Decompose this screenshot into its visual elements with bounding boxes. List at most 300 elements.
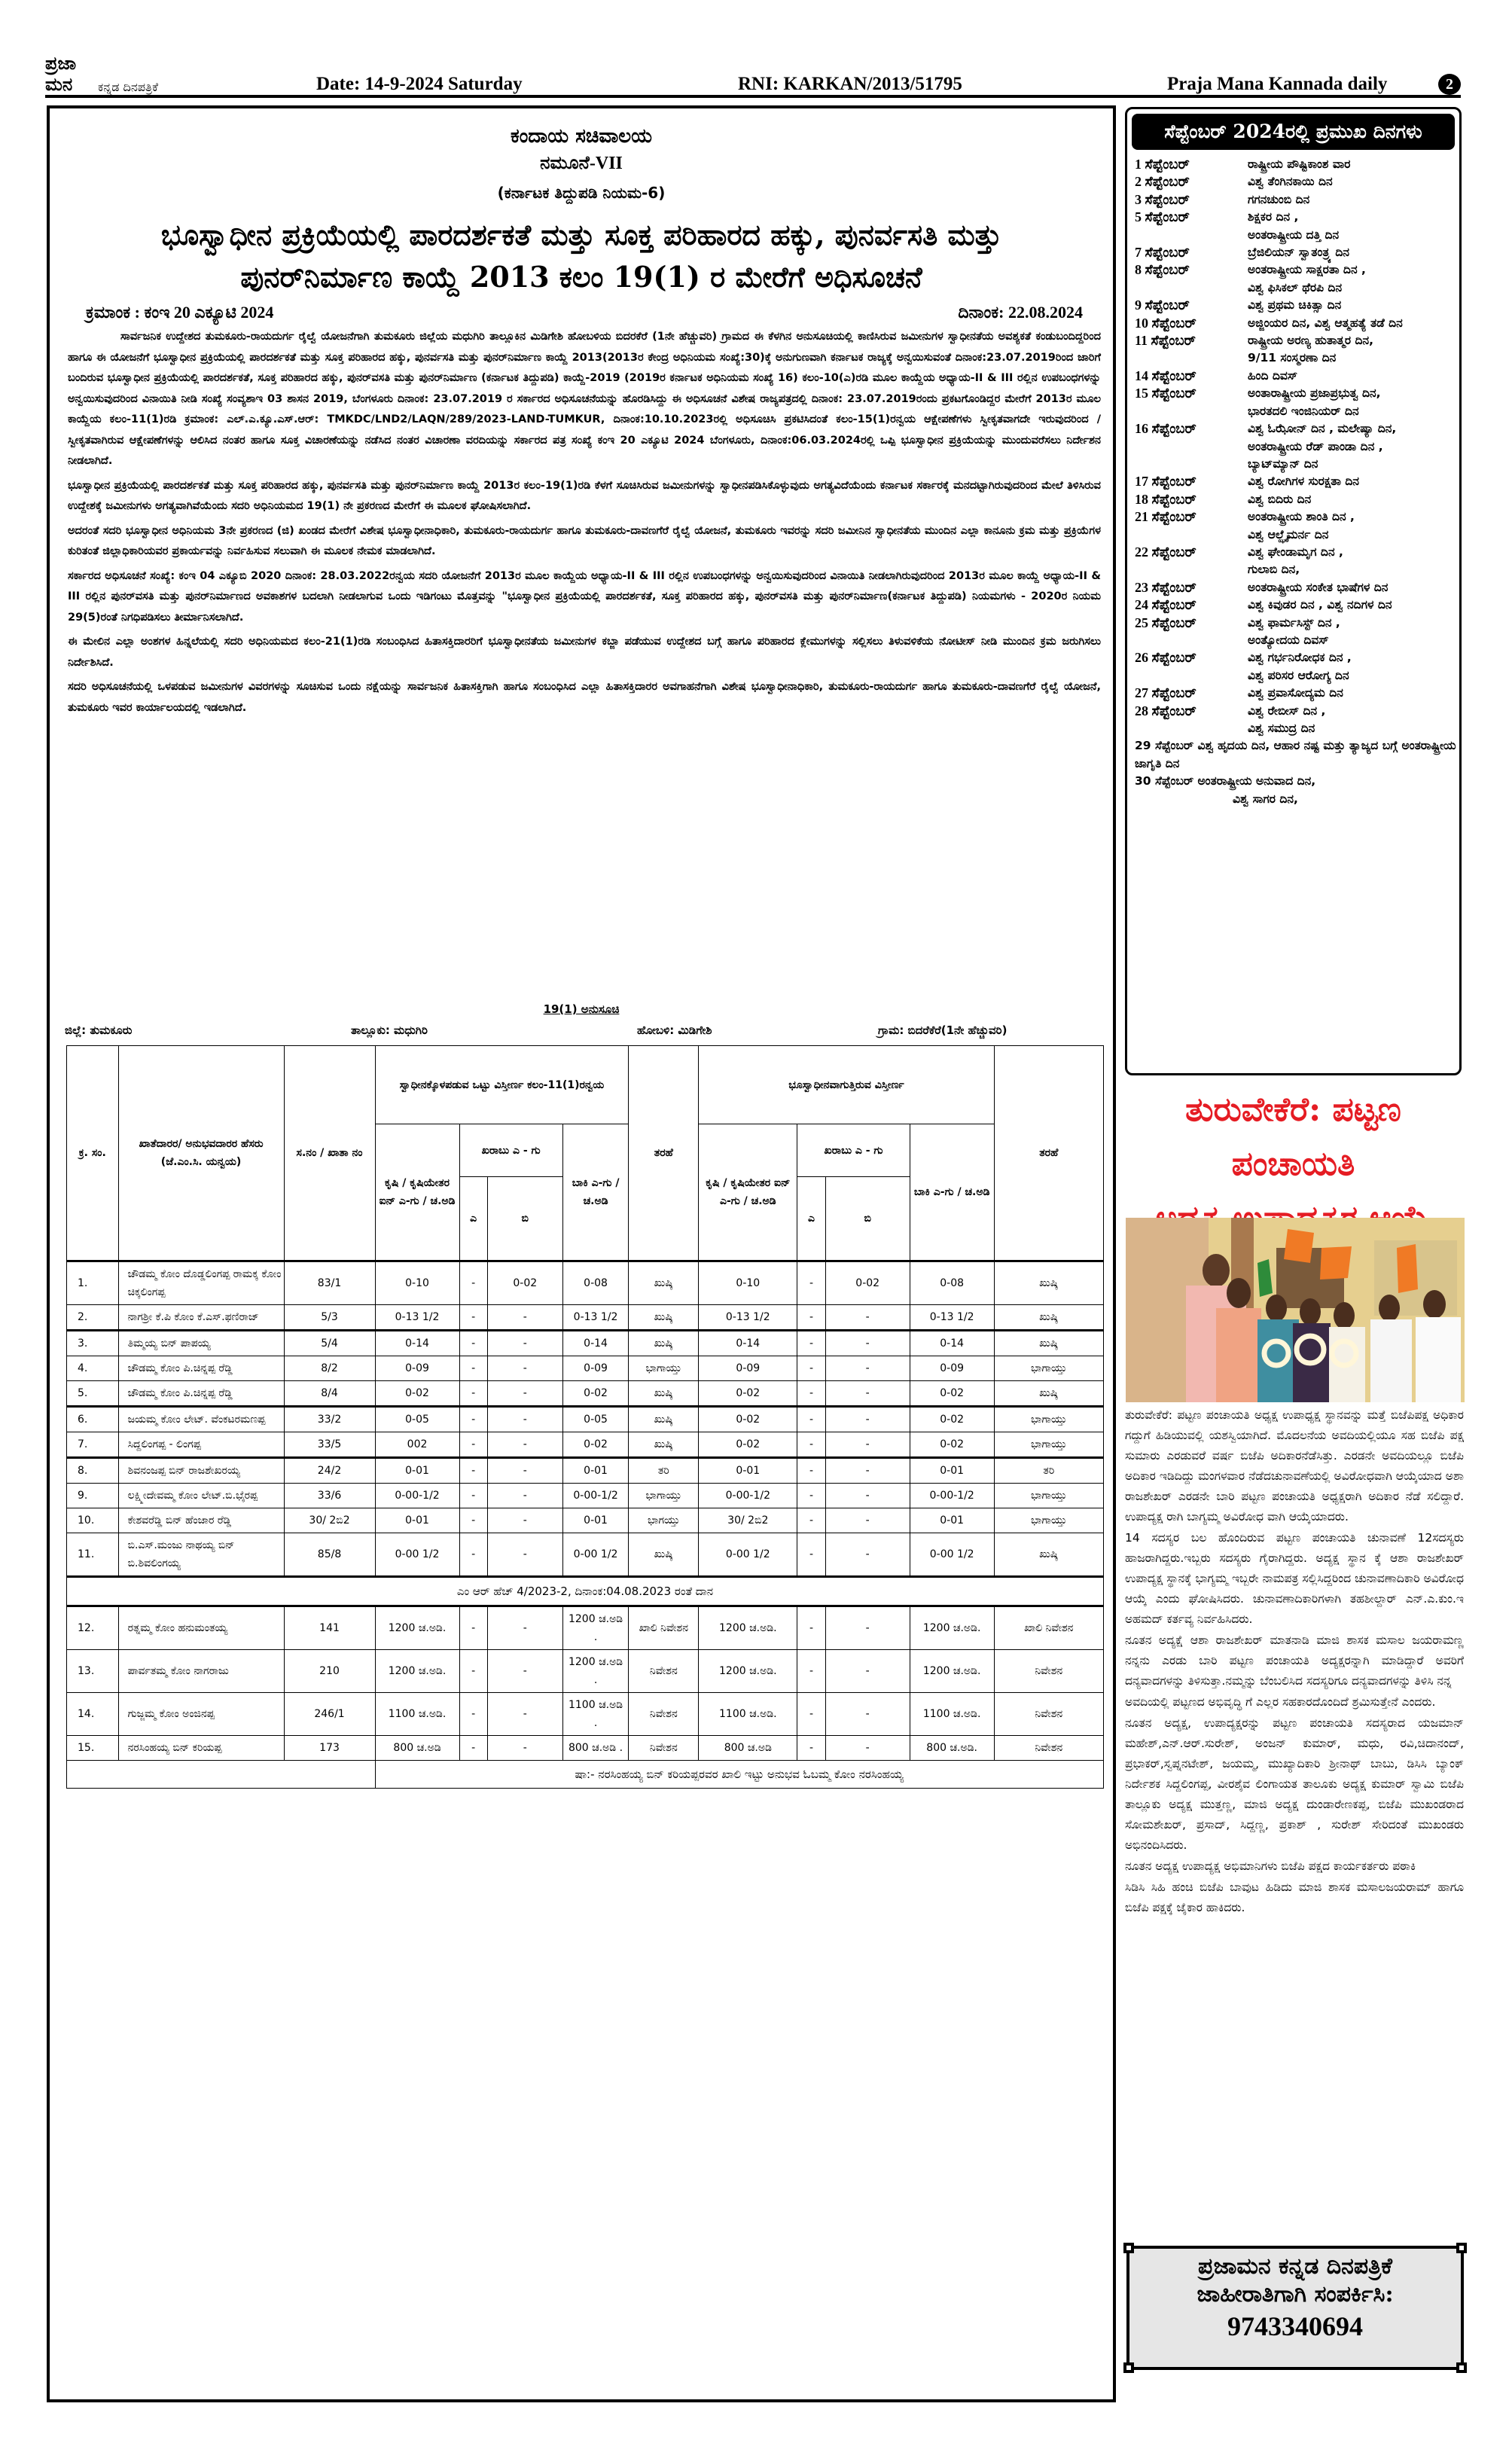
notice-form-number: ನಮೂನೆ-VII xyxy=(540,154,623,173)
cell-kb: - xyxy=(487,1508,562,1533)
cell-bal: 0-08 xyxy=(562,1261,629,1305)
day-date: 22 ಸೆಪ್ಟೆಂಬರ್ xyxy=(1135,544,1196,560)
cell-survey: 141 xyxy=(284,1606,375,1650)
news-article xyxy=(1125,1405,1464,1919)
cell-bal: 0-13 1/2 xyxy=(562,1305,629,1331)
cell-name: ನಾಗಶ್ರೀ ಕೆ.ಪಿ ಕೋಂ ಕೆ.ಎಸ್.ಫಣಿರಾಜ್ xyxy=(118,1305,284,1331)
day-item xyxy=(1135,649,1459,666)
cell-bal2: 0-02 xyxy=(910,1432,994,1458)
table-row xyxy=(67,1458,1104,1484)
table-row xyxy=(67,1356,1104,1381)
notice-paragraph: ಸಾರ್ವಜನಿಕ ಉದ್ದೇಶದ ತುಮಕೂರು-ರಾಯದುರ್ಗ ರೈಲ್ವೆ ಯೋಜನೆಗಾಗಿ ತುಮಕೂರು ಜಿಲ್ಲೆಯ ಮಧುಗಿರಿ ತಾಲ್ಲೂಕಿನ ಮಿಡಿಗೇಶಿ ಹೋಬಳಿಯ ಬಿದರಕೆರೆ (1ನೇ ಹೆಚ್ಚುವರಿ) ಗ್ರಾಮದ ಈ ಕೆಳಗಿನ ಅನುಸೂಚಿಯಲ್ಲಿ ಕಾಣಿಸಿರುವ ಜಮೀನುಗಳ ಸ್ವಾಧೀನತೆಯ ಅವಶ್ಯಕತೆ ಕಂಡುಬಂದಿದ್ದರಿಂದ ಹಾಗೂ ಈ ಯೋಜನೆಗೆ ಭೂಸ್ವಾಧೀನ ಪ್ರಕ್ರಿಯೆಯಲ್ಲಿ ಪಾರದರ್ಶಕತೆ ಮತ್ತು ಸೂಕ್ತ ಪರಿಹಾರದ ಹಕ್ಕು, ಪುನರ್ವಸತಿ ಮತ್ತು ಪುನರ್‌ನಿರ್ಮಾಣ ಕಾಯ್ದೆ 2013(2013ರ ಕೇಂದ್ರ ಅಧಿನಿಯಮ ಸಂಖ್ಯೆ:30)ಕ್ಕೆ ಅನುಗುಣವಾಗಿ ಕರ್ನಾಟಕ ರಾಜ್ಯಕ್ಕೆ ಅನ್ವಯಿಸುವಂತೆ ದಿನಾಂಕ:23.07.2019ರಿಂದ ಜಾರಿಗೆ ಬಂದಿರುವ ಭೂಸ್ವಾಧೀನ ಪ್ರಕ್ರಿಯೆಯಲ್ಲಿ ಪಾರದರ್ಶಕತೆ, ಸೂಕ್ತ ಪರಿಹಾರದ ಹಕ್ಕು, ಪುನರ್‌ವಸತಿ ಮತ್ತು ಪುನರ್‌ನಿರ್ಮಾಣ (ಕರ್ನಾಟಕ ತಿದ್ದುಪಡಿ) ಕಾಯ್ದೆ-2019 (2019ರ ಕರ್ನಾಟಕ ಅಧಿನಿಯಮ ಸಂಖ್ಯೆ 16) ಕಲಂ-10(ಎ)ರಡಿ ಮೂಲ ಕಾಯ್ದೆಯ ಅಧ್ಯಾಯ-II & III ರಲ್ಲಿನ ಉಪಬಂಧಗಳನ್ನು ಅನ್ವಯಿಸುವುದರಿಂದ ವಿನಾಯಿತಿ ನೀಡಿ ಸಂಖ್ಯೆ ಸಂವ್ಯಶಾಇ 03 ಶಾಸನ 2019, ಬೆಂಗಳೂರು ದಿನಾಂಕ: 23.07.2019 ರ ಸರ್ಕಾರದ ಅಧಿಸೂಚನೆಯನ್ನು ಹೊರಡಿಸಿದ್ದು ಈ ಅಧಿಸೂಚನೆ ವಿಶೇಷ ರಾಜ್ಯಪತ್ರದಲ್ಲಿ ದಿನಾಂಕ: 23.07.2019ರಂದು ಪ್ರಕಟಗೊಂಡಿದ್ದರ ಮೇರೆಗೆ 2013ರ ಮೂಲ ಕಾಯ್ದೆಯ ಕಲಂ-11(1)ರಡಿ ಕ್ರಮಾಂಕ: ಎಲ್.ಎ.ಕ್ಯೂ.ಎಸ್.ಆರ್: TMKDC/LND2/LAQN/289/2023-LAND-TUMKUR, ದಿನಾಂಕ:10.10.2023ರಲ್ಲಿ ಅಧಿಸೂಚಿಸಿ ಪ್ರಕಟಿಸಿದಂತೆ ಕಲಂ-15(1)ರನ್ವಯ ಆಕ್ಷೇಪಣೆಗಳು ಸ್ವೀಕೃತವಾಗದೇ ಇರುವುದರಿಂದ / ಸ್ವೀಕೃತವಾಗಿರುವ ಆಕ್ಷೇಪಣೆಗಳನ್ನು ಆಲಿಸಿದ ನಂತರ ಹಾಗೂ ಸೂಕ್ತ ವಿಚಾರಣೆಯನ್ನು ನಡೆಸಿದ ನಂತರ ವಿಚಾರಣಾ ವರದಿಯನ್ನು ಸರ್ಕಾರದ ಪತ್ರ ಸಂಖ್ಯೆ ಕಂಇ 20 ಎಕ್ಯೂಟಿ 2024 ಬೆಂಗಳೂರು, ದಿನಾಂಕ:06.03.2024ರಲ್ಲಿ ಒಪ್ಪಿ ಭೂಸ್ವಾಧೀನ ಪ್ರಕ್ರಿಯೆಯನ್ನು ಮುಂದುವರೆಸಲು ನಿರ್ದೇಶನ ನೀಡಲಾಗಿದೆ. xyxy=(68,331,1101,467)
cell-kb: - xyxy=(487,1606,562,1650)
cell-type: ಖುಷ್ಕಿ xyxy=(629,1432,699,1458)
cell-bal: 0-00 1/2 xyxy=(562,1533,629,1577)
day-item xyxy=(1135,209,1459,226)
day-event: ಅಂತ್ಯೋದಯ ದಿವಸ್ xyxy=(1248,633,1329,647)
cell-agri2: 1200 ಚ.ಅಡಿ. xyxy=(699,1650,797,1693)
cell-agri: 800 ಚ.ಅಡಿ xyxy=(375,1736,459,1761)
cell-type: ಖುಷ್ಕಿ xyxy=(629,1261,699,1305)
day-event: ವಿಶ್ವ ರೋಗಿಗಳ ಸುರಕ್ಷತಾ ದಿನ xyxy=(1248,474,1359,489)
article-paragraph: ಅವದಿಯಲ್ಲಿ ಪಟ್ಟಣದ ಅಭಿವೃದ್ಧಿ ಗೆ ಎಲ್ಲರ ಸಹಕಾರದೊಂದಿದೆ ಶ್ರಮಿಸುತ್ತೇನೆ ಎಂದರು. xyxy=(1125,1695,1436,1709)
cell-ka2: - xyxy=(797,1533,825,1577)
notice-paragraph: ಅದರಂತೆ ಸದರಿ ಭೂಸ್ವಾಧೀನ ಅಧಿನಿಯಮ 3ನೇ ಪ್ರಕರಣದ (ಜಿ) ಖಂಡದ ಮೇರೆಗೆ ವಿಶೇಷ ಭೂಸ್ವಾಧೀನಾಧಿಕಾರಿ, ತುಮಕೂರು-ರಾಯದುರ್ಗ ಹಾಗೂ ತುಮಕೂರು-ದಾವಣಗೆರೆ ರೈಲ್ವೆ ಯೋಜನೆ, ತುಮಕೂರು ಇವರನ್ನು ಸದರಿ ಜಮೀನಿನ ಸ್ವಾಧೀನತೆಯ ಮುಂದಿನ ಎಲ್ಲಾ ಕಾನೂನು ಕ್ರಮ ಮತ್ತು ಪ್ರಕ್ರಿಯೆಗಳ ಕುರಿತಂತೆ ಜಿಲ್ಲಾಧಿಕಾರಿಯವರ ಪ್ರಕಾರ್ಯವನ್ನು ನಿರ್ವಹಿಸುವ ಸಲುವಾಗಿ ಈ ಮೂಲಕ ನೇಮಕ ಮಾಡಲಾಗಿದೆ. xyxy=(68,524,1101,557)
schedule-footer-note: ಷಾ:- ನರಸಿಂಹಯ್ಯ ಬಿನ್ ಕರಿಯಪ್ಪರವರ ಖಾಲಿ ಇಟ್ಟು ಅನುಭವ ಓಬಮ್ಮ ಕೋಂ ನರಸಿಂಹಯ್ಯ xyxy=(375,1761,1103,1789)
cell-bal: 0-09 xyxy=(562,1356,629,1381)
day-item xyxy=(1135,526,1459,544)
day-event: ರಾಷ್ಟ್ರೀಯ ಅರಣ್ಯ ಹುತಾತ್ಮರ ದಿನ, xyxy=(1248,334,1373,348)
article-paragraph: 14 ಸದಸ್ಯರ ಬಲ ಹೊಂದಿರುವ ಪಟ್ಟಣ ಪಂಚಾಯತಿ ಚುನಾವಣೆ 12ಸದಸ್ಯರು ಹಾಜರಾಗಿದ್ದರು.ಇಬ್ಬರು ಸದಸ್ಯರು ಗೈರಾಗಿದ್ದರು. ಅದ್ಯಕ್ಷ ಸ್ಥಾನ ಕ್ಕೆ ಆಶಾ ರಾಜಶೇಖರ್ ಉಪಾದ್ಯಕ್ಷ ಸ್ಥಾನಕ್ಕೆ ಭಾಗ್ಯಮ್ಮ ಇಬ್ಬರೇ ನಾಮಪತ್ರ ಸಲ್ಲಿಸಿದ್ದರಿಂದ ಚುನಾವಣಾದಿಕಾರಿ ಅವಿರೋಧ ಆಯ್ಕೆ ಎಂದು ಘೋಷಿಸಿದರು. ಚುನಾವಣಾದಿಕಾರಿಗಳಾಗಿ ತಹಶೀಲ್ದಾರ್ ಎನ್.ಎ.ಕುಂ.ಇ ಅಹಮದ್ ಕರ್ತವ್ಯ ನಿರ್ವಹಿಸಿದರು. xyxy=(1125,1531,1464,1626)
day-item xyxy=(1135,561,1459,578)
cell-type2: ಖುಷ್ಕಿ xyxy=(994,1305,1103,1331)
header-balance-2: ಬಾಕಿ ಎ-ಗು / ಚ.ಅಡಿ xyxy=(910,1124,994,1261)
cell-sn: 6. xyxy=(67,1407,119,1432)
notice-title-line-1: ಭೂಸ್ವಾಧೀನ ಪ್ರಕ್ರಿಯೆಯಲ್ಲಿ ಪಾರದರ್ಶಕತೆ ಮತ್ತು ಸೂಕ್ತ ಪರಿಹಾರದ ಹಕ್ಕು, ಪುನರ್ವಸತಿ ಮತ್ತು xyxy=(160,218,1002,252)
table-row xyxy=(67,1650,1104,1693)
cell-ka2: - xyxy=(797,1508,825,1533)
cell-bal: 0-01 xyxy=(562,1458,629,1484)
cell-ka2: - xyxy=(797,1606,825,1650)
day-item xyxy=(1135,261,1459,279)
cell-type: ಖುಷ್ಕಿ xyxy=(629,1331,699,1356)
schedule-location xyxy=(65,1023,1098,1037)
cell-bal2: 0-02 xyxy=(910,1407,994,1432)
day-date: 21 ಸೆಪ್ಟೆಂಬರ್ xyxy=(1135,509,1196,525)
cell-survey: 5/4 xyxy=(284,1331,375,1356)
cell-agri2: 800 ಚ.ಅಡಿ xyxy=(699,1736,797,1761)
header-total-extent: ಸ್ವಾಧೀನಕ್ಕೊಳಪಡುವ ಒಟ್ಟು ವಿಸ್ತೀರ್ಣ ಕಲಂ-11(1)ರನ್ವಯ xyxy=(375,1046,629,1124)
cell-ka2: - xyxy=(797,1432,825,1458)
cell-kb: - xyxy=(487,1693,562,1736)
cell-agri2: 0-00-1/2 xyxy=(699,1484,797,1508)
cell-bal2: 1200 ಚ.ಅಡಿ. xyxy=(910,1650,994,1693)
cell-ka: - xyxy=(459,1407,487,1432)
cell-sn: 7. xyxy=(67,1432,119,1458)
schedule-rows-2 xyxy=(67,1606,1104,1789)
notice-title-line-2: ಪುನರ್‌ನಿರ್ಮಾಣ ಕಾಯ್ದೆ 2013 ಕಲಂ 19(1) ರ ಮೇರೆಗೆ ಅಧಿಸೂಚನೆ xyxy=(240,260,922,294)
day-date xyxy=(1135,632,1248,649)
day-event: ವಿಶ್ವ ಆಲ್ಝೈಮರ್ನ ದಿನ xyxy=(1248,527,1329,541)
day-date: 28 ಸೆಪ್ಟೆಂಬರ್ xyxy=(1135,703,1196,718)
header-agri-2: ಕೃಷಿ / ಕೃಷಿಯೇತರ ಐನ್ ಎ-ಗು / ಚ.ಅಡಿ xyxy=(699,1124,797,1261)
cell-bal: 0-05 xyxy=(562,1407,629,1432)
cell-name: ಸಿದ್ದಲಿಂಗಪ್ಪ - ಲಿಂಗಪ್ಪ xyxy=(118,1432,284,1458)
day-item-30-b: ವಿಶ್ವ ಸಾಗರ ದಿನ, xyxy=(1233,791,1298,806)
header-balance: ಬಾಕಿ ಎ-ಗು / ಚ.ಅಡಿ xyxy=(562,1124,629,1261)
cell-bal2: 1200 ಚ.ಅಡಿ. xyxy=(910,1606,994,1650)
day-event: ಅಜ್ಜಿಂಯರ ದಿನ, ವಿಶ್ವ ಆತ್ಮಹತ್ಯೆ ತಡೆ ದಿನ xyxy=(1248,316,1403,330)
cell-bal2: 0-00-1/2 xyxy=(910,1484,994,1508)
cell-ka2: - xyxy=(797,1458,825,1484)
day-item xyxy=(1135,403,1459,420)
day-item xyxy=(1135,156,1459,173)
day-item xyxy=(1135,368,1459,385)
cell-ka: - xyxy=(459,1261,487,1305)
day-item xyxy=(1135,385,1459,402)
day-date: 8 ಸೆಪ್ಟೆಂಬರ್ xyxy=(1135,262,1190,278)
government-notice xyxy=(47,105,1116,2402)
day-event: ವಿಶ್ವ ಸಮುದ್ರ ದಿನ xyxy=(1248,721,1315,735)
day-date xyxy=(1135,561,1248,578)
cell-kb2: - xyxy=(825,1356,910,1381)
cell-type: ಖುಷ್ಕಿ xyxy=(629,1381,699,1407)
cell-kb2: - xyxy=(825,1533,910,1577)
cell-kb2: - xyxy=(825,1407,910,1432)
schedule-taluk: ತಾಲ್ಲೂಕು: ಮಧುಗಿರಿ xyxy=(351,1023,428,1037)
cell-agri2: 1200 ಚ.ಅಡಿ. xyxy=(699,1606,797,1650)
day-item xyxy=(1135,191,1459,209)
day-item xyxy=(1135,685,1459,702)
cell-survey: 210 xyxy=(284,1650,375,1693)
cell-type: ಭಾಗಾಯ್ತು xyxy=(629,1356,699,1381)
article-paragraph: ನೂತನ ಅದ್ಯಕ್ಷೆ ಆಶಾ ರಾಜಶೇಖರ್ ಮಾತನಾಡಿ ಮಾಜಿ ಶಾಸಕ ಮಸಾಲ ಜಯರಾಮಣ್ಣ ನನ್ನನು ಎರಡು ಬಾರಿ ಪಟ್ಟಣ ಪಂಚಾಯತಿ ಅದ್ಯಕ್ಷರನ್ನಾಗಿ ಮಾಡಿದ್ದಾರೆ ಅವರಿಗೆ ದನ್ಯವಾದಗಳನ್ನು ತಿಳಿಸುತ್ತಾ.ನಮ್ಮನ್ನು ಬೆಂಬಲಿಸಿದ ಸದಸ್ಯರಿಗೂ ದನ್ಯವಾದಗಳನ್ನು ತಿಳಿಸಿ ನನ್ನ xyxy=(1125,1633,1464,1688)
table-row xyxy=(67,1432,1104,1458)
newspaper-logo: ಪ್ರಜಾ ಮನ xyxy=(45,53,77,95)
cell-kb: - xyxy=(487,1356,562,1381)
header-sl-no: ಕ್ರ. ಸಂ. xyxy=(67,1046,119,1261)
day-item xyxy=(1135,703,1459,720)
cell-bal2: 0-01 xyxy=(910,1458,994,1484)
cell-type: ನಿವೇಶನ xyxy=(629,1736,699,1761)
cell-survey: 24/2 xyxy=(284,1458,375,1484)
cell-agri: 0-14 xyxy=(375,1331,459,1356)
cell-kb: - xyxy=(487,1533,562,1577)
cell-name: ಚೌಡಮ್ಮ ಕೋಂ ಪಿ.ಚಿನ್ನಪ್ಪ ರೆಡ್ಡಿ xyxy=(118,1381,284,1407)
day-item xyxy=(1135,297,1459,314)
notice-paragraph: ಭೂಸ್ವಾಧೀನ ಪ್ರಕ್ರಿಯೆಯಲ್ಲಿ ಪಾರದರ್ಶಕತೆ ಮತ್ತು ಸೂಕ್ತ ಪರಿಹಾರದ ಹಕ್ಕು, ಪುನರ್ವಸತಿ ಮತ್ತು ಪುನರ್‌ನಿರ್ಮಾಣ ಕಾಯ್ದೆ 2013ರ ಕಲಂ-19(1)ರಡಿ ಕೆಳಗೆ ಸೂಚಿಸಿರುವ ಜಮೀನುಗಳನ್ನು ಸ್ವಾಧೀನಪಡಿಸಿಕೊಳ್ಳುವುದು ಅಗತ್ಯವಿದೆಯೆಂದು ಕರ್ನಾಟಕ ಸರ್ಕಾರಕ್ಕೆ ಮನದಟ್ಟಾಗಿರುವುದರಿಂದ ಮೇಲೆ ತಿಳಿಸಿರುವ ಉದ್ದೇಶಕ್ಕೆ ಜಮೀನುಗಳು ಅಗತ್ಯವಾಗಿವೆಯೆಂದು ಸದರಿ ಅಧಿನಿಯಮದ 19(1) ನೇ ಪ್ರಕರಣದ ಮೇರೆಗೆ ಈ ಮೂಲಕ ಘೋಷಿಸಲಾಗಿದೆ. xyxy=(68,479,1101,512)
advertisement-box xyxy=(1126,2246,1464,2370)
schedule-rows xyxy=(67,1261,1104,1577)
news-headline-line-1: ತುರುವೇಕೆರೆ: ಪಟ್ಟಣ ಪಂಚಾಯತಿ xyxy=(1185,1090,1401,1183)
day-date xyxy=(1135,279,1248,297)
cell-agri: 0-09 xyxy=(375,1356,459,1381)
day-item xyxy=(1135,473,1459,490)
cell-name: ಚೌಡಮ್ಮ ಕೋಂ ಪಿ.ಚಿನ್ನಪ್ಪ ರೆಡ್ಡಿ xyxy=(118,1356,284,1381)
group-photo-image xyxy=(1126,1218,1465,1402)
cell-name: ರತ್ನಮ್ಮ ಕೋಂ ಹನುಮಂತಯ್ಯ xyxy=(118,1606,284,1650)
day-item-29: 29 ಸೆಪ್ಟೆಂಬರ್ ವಿಶ್ವ ಹೃದಯ ದಿನ, ಆಹಾರ ನಷ್ಟ ಮತ್ತು ತ್ಯಾಜ್ಯದ ಬಗ್ಗೆ ಅಂತರಾಷ್ಟ್ರೀಯ ಜಾಗೃತಿ ದಿನ xyxy=(1135,739,1456,770)
table-row xyxy=(67,1381,1104,1407)
cell-kb2: - xyxy=(825,1606,910,1650)
cell-kb2: - xyxy=(825,1650,910,1693)
cell-ka: - xyxy=(459,1508,487,1533)
day-date: 16 ಸೆಪ್ಟೆಂಬರ್ xyxy=(1135,421,1196,437)
day-event: ಬ್ರೆಜಿಲಿಯನ್ ಸ್ವಾತಂತ್ರ್ಯ ದಿನ xyxy=(1248,246,1350,260)
day-item xyxy=(1135,491,1459,508)
day-item xyxy=(1135,332,1459,349)
cell-kb: - xyxy=(487,1650,562,1693)
cell-agri: 1200 ಚ.ಅಡಿ. xyxy=(375,1650,459,1693)
issue-date: Date: 14-9-2024 Saturday xyxy=(316,74,523,94)
table-row xyxy=(67,1305,1104,1331)
cell-type2: ಭಾಗಾಯ್ತು xyxy=(994,1432,1103,1458)
schedule-district: ಜಿಲ್ಲೆ: ತುಮಕೂರು xyxy=(65,1023,133,1037)
cell-type2: ನಿವೇಶನ xyxy=(994,1650,1103,1693)
cell-type: ನಿವೇಶನ xyxy=(629,1650,699,1693)
schedule-title: 19(1) ಅನುಸೂಚಿ xyxy=(543,1002,620,1016)
cell-agri2: 0-01 xyxy=(699,1458,797,1484)
cell-name: ಜಯಮ್ಮ ಕೋಂ ಲೇಟ್. ವೆಂಕಟರಮಣಪ್ಪ xyxy=(118,1407,284,1432)
cell-bal2: 0-09 xyxy=(910,1356,994,1381)
day-item xyxy=(1135,544,1459,561)
cell-ka: - xyxy=(459,1650,487,1693)
cell-kb: - xyxy=(487,1458,562,1484)
cell-ka2: - xyxy=(797,1305,825,1331)
day-date: 24 ಸೆಪ್ಟೆಂಬರ್ xyxy=(1135,597,1196,613)
cell-survey: 33/5 xyxy=(284,1432,375,1458)
important-days-heading: ಸೆಪ್ಟೆಂಬರ್ 2024ರಲ್ಲಿ ಪ್ರಮುಖ ದಿನಗಳು xyxy=(1132,114,1455,150)
cell-agri2: 0-02 xyxy=(699,1432,797,1458)
header-kharab-a-2: ಎ xyxy=(797,1177,825,1261)
cell-bal2: 1100 ಚ.ಅಡಿ. xyxy=(910,1693,994,1736)
cell-name: ತಿಮ್ಮಯ್ಯ ಬಿನ್ ಪಾಪಯ್ಯ xyxy=(118,1331,284,1356)
cell-ka: - xyxy=(459,1432,487,1458)
schedule-separator-note: ಎಂ ಆರ್ ಹೆಚ್ 4/2023-2, ದಿನಾಂಕ:04.08.2023 ರಂತೆ ದಾನ xyxy=(67,1577,1104,1606)
notice-reference-line xyxy=(86,303,1083,322)
cell-sn: 9. xyxy=(67,1484,119,1508)
day-item xyxy=(1135,615,1459,632)
day-item-30: 30 ಸೆಪ್ಟೆಂಬರ್ ಅಂತರಾಷ್ಟ್ರೀಯ ಅನುವಾದ ದಿನ, xyxy=(1135,774,1316,788)
cell-agri2: 30/ 2ಬಿ2 xyxy=(699,1508,797,1533)
day-item xyxy=(1135,720,1459,737)
cell-agri: 0-01 xyxy=(375,1508,459,1533)
table-row xyxy=(67,1508,1104,1533)
header-owner-name: ಖಾತೆದಾರರ/ ಅನುಭವದಾರರ ಹೆಸರು (ಜೆ.ಎಂ.ಸಿ. ಯನ್ವಯ) xyxy=(118,1046,284,1261)
cell-agri: 0-01 xyxy=(375,1458,459,1484)
important-days-list xyxy=(1127,150,1459,737)
cell-sn: 5. xyxy=(67,1381,119,1407)
article-paragraph: ನೂತನ ಅದ್ಯಕ್ಷ, ಉಪಾದ್ಯಕ್ಷರನ್ನು ಪಟ್ಟಣ ಪಂಚಾಯತಿ ಸದಸ್ಯರಾದ ಯಜಮಾನ್ ಮಹೇಶ್,ಎನ್.ಆರ್.ಸುರೇಶ್, ಅಂಜನ್ ಕುಮಾರ್, ಮಧು, ರವಿ,ಚಿದಾನಂದ್, ಪ್ರಭಾಕರ್,ಸ್ವಪ್ನನಟೇಶ್, ಜಯಮ್ಮ, ಮುಖ್ಯಾದಿಕಾರಿ ಶ್ರೀನಾಥ್ ಬಾಬು, ಡಿಸಿಸಿ ಬ್ಯಾಂಕ್ ನಿರ್ದೇಶಕ ಸಿದ್ದಲಿಂಗಪ್ಪ, ವೀರಶೈವ ಲಿಂಗಾಯತ ತಾಲೂಕು ಅದ್ಯಕ್ಷ ಕುಮಾರ್ ಸ್ವಾಮಿ ಬಿಜೆಪಿ ತಾಲ್ಲೂಕು ಅದ್ಯಕ್ಷ ಮುತ್ತಣ್ಣ, ಮಾಜಿ ಅದ್ಯಕ್ಷ ದುಂಡಾರೇಣಕಪ್ಪ, ಬಿಜೆಪಿ ಮುಖಂಡರಾದ ಸೋಮಶೇಖರ್, ಪ್ರಸಾದ್, ಸಿದ್ದಣ್ಣ, ಪ್ರಕಾಶ್ , ಸುರೇಶ್ ಸೇರಿದಂತೆ ಮುಖಂಡರು ಅಭಿನಂದಿಸಿದರು. xyxy=(1125,1716,1464,1852)
cell-bal: 1200 ಚ.ಅಡಿ . xyxy=(562,1650,629,1693)
day-date: 25 ಸೆಪ್ಟೆಂಬರ್ xyxy=(1135,615,1196,630)
cell-bal2: 0-00 1/2 xyxy=(910,1533,994,1577)
day-date xyxy=(1135,227,1248,244)
cell-type: ಖುಷ್ಕಿ xyxy=(629,1305,699,1331)
day-date: 15 ಸೆಪ್ಟೆಂಬರ್ xyxy=(1135,386,1196,401)
cell-sn: 4. xyxy=(67,1356,119,1381)
news-photo xyxy=(1126,1218,1465,1402)
ad-corner-ornament xyxy=(1456,2362,1467,2373)
day-item xyxy=(1135,632,1459,649)
cell-type2: ಖಾಲಿ ನಿವೇಶನ xyxy=(994,1606,1103,1650)
cell-type2: ತರಿ xyxy=(994,1458,1103,1484)
day-event: ವಿಶ್ವ ತೆಂಗಿನಕಾಯಿ ದಿನ xyxy=(1248,175,1333,189)
notice-reference-number: ಕ್ರಮಾಂಕ : ಕಂಇ 20 ಎಕ್ಯೂಟಿ 2024 xyxy=(86,303,274,322)
masthead xyxy=(45,53,1461,98)
table-row xyxy=(67,1693,1104,1736)
day-item xyxy=(1135,438,1459,456)
header-kharab-b-2: ಬಿ xyxy=(825,1177,910,1261)
cell-sn: 11. xyxy=(67,1533,119,1577)
day-item xyxy=(1135,173,1459,191)
table-row xyxy=(67,1533,1104,1577)
blank-cell xyxy=(67,1761,376,1789)
table-row xyxy=(67,1407,1104,1432)
day-date: 11 ಸೆಪ್ಟೆಂಬರ್ xyxy=(1135,333,1196,349)
day-event: ಅಂತರಾಷ್ಟ್ರೀಯ ಸಾಕ್ಷರತಾ ದಿನ , xyxy=(1248,263,1366,277)
cell-kb2: - xyxy=(825,1331,910,1356)
day-date: 7 ಸೆಪ್ಟೆಂಬರ್ xyxy=(1135,245,1190,261)
cell-type2: ಭಾಗಾಯ್ತು xyxy=(994,1356,1103,1381)
cell-ka2: - xyxy=(797,1650,825,1693)
cell-kb2: - xyxy=(825,1484,910,1508)
cell-bal: 0-14 xyxy=(562,1331,629,1356)
cell-agri2: 0-00 1/2 xyxy=(699,1533,797,1577)
cell-ka: - xyxy=(459,1693,487,1736)
newspaper-subtitle: ಕನ್ನಡ ದಿನಪತ್ರಿಕೆ xyxy=(98,80,159,94)
ad-corner-ornament xyxy=(1456,2243,1467,2253)
cell-type2: ಭಾಗಾಯ್ತು xyxy=(994,1508,1103,1533)
cell-survey: 85/8 xyxy=(284,1533,375,1577)
cell-type: ಭಾಗಯ್ತು xyxy=(629,1508,699,1533)
day-date xyxy=(1135,438,1248,456)
cell-type2: ಖುಷ್ಕಿ xyxy=(994,1533,1103,1577)
notice-rule: (ಕರ್ನಾಟಕ ತಿದ್ದುಪಡಿ ನಿಯಮ-6) xyxy=(497,184,666,202)
cell-ka: - xyxy=(459,1331,487,1356)
cell-type: ಖುಷ್ಕಿ xyxy=(629,1407,699,1432)
notice-paragraph: ಸರ್ಕಾರದ ಅಧಿಸೂಚನೆ ಸಂಖ್ಯೆ: ಕಂಇ 04 ಎಕ್ಯೂಬಿ 2020 ದಿನಾಂಕ: 28.03.2022ರನ್ವಯ ಸದರಿ ಯೋಜನೆಗೆ 2013ರ ಮೂಲ ಕಾಯ್ದೆಯ ಅಧ್ಯಾಯ-II & III ರಲ್ಲಿನ ಉಪಬಂಧಗಳನ್ನು ಅನ್ವಯಿಸುವುದರಿಂದ ವಿನಾಯಿತಿ ನೀಡಲಾಗಿರುವುದರಿಂದ 2013ರ ಮೂಲ ಕಾಯ್ದೆ ಅಧ್ಯಾಯ-II & III ರಲ್ಲಿನ ಪುನರ್‌ವಸತಿ ಮತ್ತು ಪುನರ್‌ನಿರ್ಮಾಣದ ಅವಕಾಶಗಳ ಬದಲಾಗಿ ನೀಡಲಾಗುವ ಒಂದು ಇಡಿಗಂಟು ಮೊತ್ತವನ್ನು "ಭೂಸ್ವಾಧೀನ ಪ್ರಕ್ರಿಯೆಯಲ್ಲಿ ಪಾರದರ್ಶಕತೆ, ಸೂಕ್ತ ಪರಿಹಾರದ ಹಕ್ಕು, ಪುನರ್‌ವಸತಿ ಮತ್ತು ಪುನರ್‌ನಿರ್ಮಾಣ(ಕರ್ನಾಟಕ ತಿದ್ದುಪಡಿ) ನಿಯಮಗಳು - 2020ರ ನಿಯಮ 29(5)ರಂತೆ ನಿಗಧಿಪಡಿಸಲು ತೀರ್ಮಾನಿಸಲಾಗಿದೆ. xyxy=(68,569,1101,624)
cell-sn: 3. xyxy=(67,1331,119,1356)
rni-number: RNI: KARKAN/2013/51795 xyxy=(738,74,962,94)
day-event: ಶಿಕ್ಷಕರ ದಿನ , xyxy=(1248,210,1299,224)
ad-contact-label: ಜಾಹೀರಾತಿಗಾಗಿ ಸಂಪರ್ಕಿಸಿ: xyxy=(1196,2281,1394,2307)
schedule-table xyxy=(66,1045,1104,1789)
day-event: ವಿಶ್ವ ಓಝೋನ್ ದಿನ , ಮಲೇಷ್ಯಾ ದಿನ, xyxy=(1248,422,1397,436)
cell-type2: ಭಾಗಾಯ್ತು xyxy=(994,1407,1103,1432)
cell-ka2: - xyxy=(797,1407,825,1432)
day-event: ವಿಶ್ವ ಫಿಸಿಕಲ್ ಥೆರಪಿ ದಿನ xyxy=(1248,280,1343,294)
cell-ka2: - xyxy=(797,1261,825,1305)
cell-survey: 30/ 2ಬಿ2 xyxy=(284,1508,375,1533)
cell-kb: - xyxy=(487,1407,562,1432)
schedule-village: ಗ್ರಾಮ: ಬಿದರೆಕೆರೆ(1ನೇ ಹೆಚ್ಚುವರಿ) xyxy=(878,1023,1007,1037)
day-item xyxy=(1135,508,1459,526)
cell-agri2: 0-10 xyxy=(699,1261,797,1305)
cell-agri2: 1100 ಚ.ಅಡಿ. xyxy=(699,1693,797,1736)
important-days-box xyxy=(1125,107,1462,1075)
cell-sn: 10. xyxy=(67,1508,119,1533)
day-event: ವಿಶ್ವ ಪ್ರಥಮ ಚಿಕಿತ್ಸಾ ದಿನ xyxy=(1248,298,1342,313)
cell-kb: - xyxy=(487,1331,562,1356)
day-date xyxy=(1135,720,1248,737)
cell-ka2: - xyxy=(797,1484,825,1508)
cell-type2: ಖುಷ್ಕಿ xyxy=(994,1331,1103,1356)
day-date xyxy=(1135,403,1248,420)
header-type-2: ತರಹೆ xyxy=(994,1046,1103,1261)
cell-ka2: - xyxy=(797,1736,825,1761)
day-event: ಅಂತರಾಷ್ಟ್ರೀಯ ರೆಡ್ ಪಾಂಡಾ ದಿನ , xyxy=(1248,439,1383,453)
day-date: 18 ಸೆಪ್ಟೆಂಬರ್ xyxy=(1135,491,1196,507)
day-event: ಅಂತಾರಾಷ್ಟ್ರೀಯ ಪ್ರಜಾಪ್ರಭುತ್ವ ದಿನ, xyxy=(1248,386,1381,401)
cell-type2: ಭಾಗಾಯ್ತು xyxy=(994,1484,1103,1508)
cell-bal: 0-01 xyxy=(562,1508,629,1533)
ad-corner-ornament xyxy=(1123,2243,1134,2253)
cell-bal: 0-02 xyxy=(562,1381,629,1407)
day-item xyxy=(1135,667,1459,685)
cell-agri: 0-00 1/2 xyxy=(375,1533,459,1577)
header-kharab: ಖರಾಬು ಎ - ಗು xyxy=(459,1124,562,1177)
cell-survey: 33/6 xyxy=(284,1484,375,1508)
day-item xyxy=(1135,596,1459,614)
ad-corner-ornament xyxy=(1123,2362,1134,2373)
day-date: 3 ಸೆಪ್ಟೆಂಬರ್ xyxy=(1135,191,1190,207)
cell-agri: 0-10 xyxy=(375,1261,459,1305)
day-item xyxy=(1135,244,1459,261)
cell-survey: 173 xyxy=(284,1736,375,1761)
cell-type2: ಖುಷ್ಕಿ xyxy=(994,1261,1103,1305)
day-event: ಬ್ಯಾಟ್‌ಮ್ಯಾನ್ ದಿನ xyxy=(1248,456,1318,471)
day-event: ವಿಶ್ವ ಘೇಂಡಾಮೃಗ ದಿನ , xyxy=(1248,544,1343,559)
cell-kb2: - xyxy=(825,1736,910,1761)
day-date xyxy=(1135,349,1248,367)
cell-survey: 5/3 xyxy=(284,1305,375,1331)
cell-kb2: - xyxy=(825,1693,910,1736)
article-paragraph: ತುರುವೇಕೆರೆ: ಪಟ್ಟಣ ಪಂಚಾಯತಿ ಅಧ್ಯಕ್ಷ ಉಪಾಧ್ಯಕ್ಷ ಸ್ಥಾನವನ್ನು ಮತ್ತೆ ಬಿಜೆಪಿಪಕ್ಷ ಅಧಿಕಾರ ಗದ್ದುಗೆ ಹಿಡಿಯುವಲ್ಲಿ ಯಶಸ್ವಿಯಾಗಿದೆ. ಮೊದಲನೆಯ ಅವದಿಯಲ್ಲಿಯೂ ಸಹ ಬಿಜೆಪಿ ಪಕ್ಷ ಸುಮಾರು ಎರಡುವರೆ ವರ್ಷ ಬಿಜೆಪಿ ಅದಿಕಾರನೆಡೆಸಿತ್ತು. ಎರಡನೇ ಅವದಿಯಲ್ಲೂ ಬಿಜೆಪಿ ಅದಿಕಾರ ಇಡಿದಿದ್ದು ಮಂಗಳವಾರ ನೆಡೆದಚುನಾವಣೆಯಲ್ಲಿ ಅವಿರೋಧವಾಗಿ ಆಯ್ಕೆಯಾದ ಅಶಾ ರಾಜಶೇಖರ್ ಎರಡನೇ ಬಾರಿ ಪಟ್ಟಣ ಪಂಚಾಯತಿ ಅಧ್ಯಕ್ಷರಾಗಿ ಅದಿಕಾರ ನೆಡೆ ಸಲಿದ್ದಾರೆ. ಉಪಾದ್ಯಕ್ಷ ರಾಗಿ ಬಾಗ್ಯಮ್ಮ ಅವಿರೋಧ ವಾಗಿ ಆಯ್ಕೆಯಾದರು. xyxy=(1125,1408,1464,1524)
cell-sn: 12. xyxy=(67,1606,119,1650)
header-kharab-2: ಖರಾಬು ಎ - ಗು xyxy=(797,1124,910,1177)
ad-phone-number: 9743340694 xyxy=(1227,2311,1363,2341)
day-item xyxy=(1135,456,1459,473)
cell-name: ಬಿ.ಎಸ್.ಮಂಜು ನಾಥಯ್ಯ ಬಿನ್ ಬಿ.ಶಿವಲಿಂಗಯ್ಯ xyxy=(118,1533,284,1577)
cell-kb: - xyxy=(487,1381,562,1407)
cell-agri2: 0-02 xyxy=(699,1407,797,1432)
cell-type2: ನಿವೇಶನ xyxy=(994,1693,1103,1736)
cell-name: ಪಾರ್ವತಮ್ಮ ಕೋಂ ನಾಗರಾಜು xyxy=(118,1650,284,1693)
day-event: ಅಂತರಾಷ್ಟ್ರೀಯ ಶಾಂತಿ ದಿನ , xyxy=(1248,510,1355,524)
notice-body xyxy=(68,327,1101,722)
cell-ka: - xyxy=(459,1356,487,1381)
cell-bal: 800 ಚ.ಅಡಿ . xyxy=(562,1736,629,1761)
cell-kb: 0-02 xyxy=(487,1261,562,1305)
cell-agri: 1100 ಚ.ಅಡಿ. xyxy=(375,1693,459,1736)
notice-paragraph: ಸದರಿ ಅಧಿಸೂಚನೆಯಲ್ಲಿ ಒಳಪಡುವ ಜಮೀನುಗಳ ವಿವರಗಳನ್ನು ಸೂಚಿಸುವ ಒಂದು ನಕ್ಷೆಯನ್ನು ಸಾರ್ವಜನಿಕ ಹಿತಾಸಕ್ತಿಗಾಗಿ ಹಾಗೂ ಸಂಬಂಧಿಸಿದ ಎಲ್ಲಾ ಹಿತಾಸಕ್ತಿದಾರರ ಅವಗಾಹನೆಗಾಗಿ ವಿಶೇಷ ಭೂಸ್ವಾಧೀನಾಧಿಕಾರಿ, ತುಮಕೂರು-ರಾಯದುರ್ಗ ಹಾಗೂ ತುಮಕೂರು-ದಾವಣಗೆರೆ ರೈಲ್ವೆ ಯೋಜನೆ, ತುಮಕೂರು ಇವರ ಕಾರ್ಯಾಲಯದಲ್ಲಿ ಇಡಲಾಗಿದೆ. xyxy=(68,681,1101,714)
day-event: ಗುಲಾಬಿ ದಿನ, xyxy=(1248,563,1300,577)
cell-kb2: - xyxy=(825,1508,910,1533)
cell-agri: 0-00-1/2 xyxy=(375,1484,459,1508)
cell-bal: 0-00-1/2 xyxy=(562,1484,629,1508)
header-type: ತರಹೆ xyxy=(629,1046,699,1261)
cell-ka2: - xyxy=(797,1381,825,1407)
cell-survey: 8/2 xyxy=(284,1356,375,1381)
day-event: ಅಂತರಾಷ್ಟ್ರೀಯ ಸಂಕೇತ ಭಾಷೆಗಳ ದಿನ xyxy=(1248,580,1389,594)
cell-name: ಚೌಡಮ್ಮ ಕೋಂ ದೊಡ್ಡಲಿಂಗಪ್ಪ ರಾಮಕ್ಕ ಕೋಂ ಚಿಕ್ಕಲಿಂಗಪ್ಪ xyxy=(118,1261,284,1305)
cell-type: ಭಾಗಾಯ್ತು xyxy=(629,1484,699,1508)
cell-agri: 1200 ಚ.ಅಡಿ. xyxy=(375,1606,459,1650)
cell-type2: ನಿವೇಶನ xyxy=(994,1736,1103,1761)
cell-sn: 14. xyxy=(67,1693,119,1736)
day-item xyxy=(1135,579,1459,596)
cell-ka: - xyxy=(459,1533,487,1577)
day-date: 23 ಸೆಪ್ಟೆಂಬರ್ xyxy=(1135,579,1196,595)
cell-name: ಗುಜ್ಜಮ್ಮ ಕೋಂ ಅಂಜಿನಪ್ಪ xyxy=(118,1693,284,1736)
day-date: 10 ಸೆಪ್ಟೆಂಬರ್ xyxy=(1135,315,1196,331)
cell-type2: ಖುಷ್ಕಿ xyxy=(994,1381,1103,1407)
cell-name: ಕೇಶವರೆಡ್ಡಿ ಬಿನ್ ಹೆಂಜಾರ ರೆಡ್ಡಿ xyxy=(118,1508,284,1533)
day-date: 26 ಸೆಪ್ಟೆಂಬರ್ xyxy=(1135,650,1196,666)
cell-kb: - xyxy=(487,1432,562,1458)
day-item xyxy=(1135,420,1459,438)
cell-ka2: - xyxy=(797,1693,825,1736)
ad-newspaper-name: ಪ್ರಜಾಮನ ಕನ್ನಡ ದಿನಪತ್ರಿಕೆ xyxy=(1198,2253,1392,2280)
cell-kb: - xyxy=(487,1736,562,1761)
cell-type: ಖುಷ್ಕಿ xyxy=(629,1533,699,1577)
notice-department: ಕಂದಾಯ ಸಚಿವಾಲಯ xyxy=(511,125,652,148)
cell-bal: 1100 ಚ.ಅಡಿ . xyxy=(562,1693,629,1736)
cell-name: ಶಿವನಂಜಪ್ಪ ಬಿನ್ ರಾಜಶೇಖರಯ್ಯ xyxy=(118,1458,284,1484)
table-row xyxy=(67,1261,1104,1305)
day-date: 1 ಸೆಪ್ಟೆಂಬರ್ xyxy=(1135,157,1190,172)
cell-sn: 13. xyxy=(67,1650,119,1693)
